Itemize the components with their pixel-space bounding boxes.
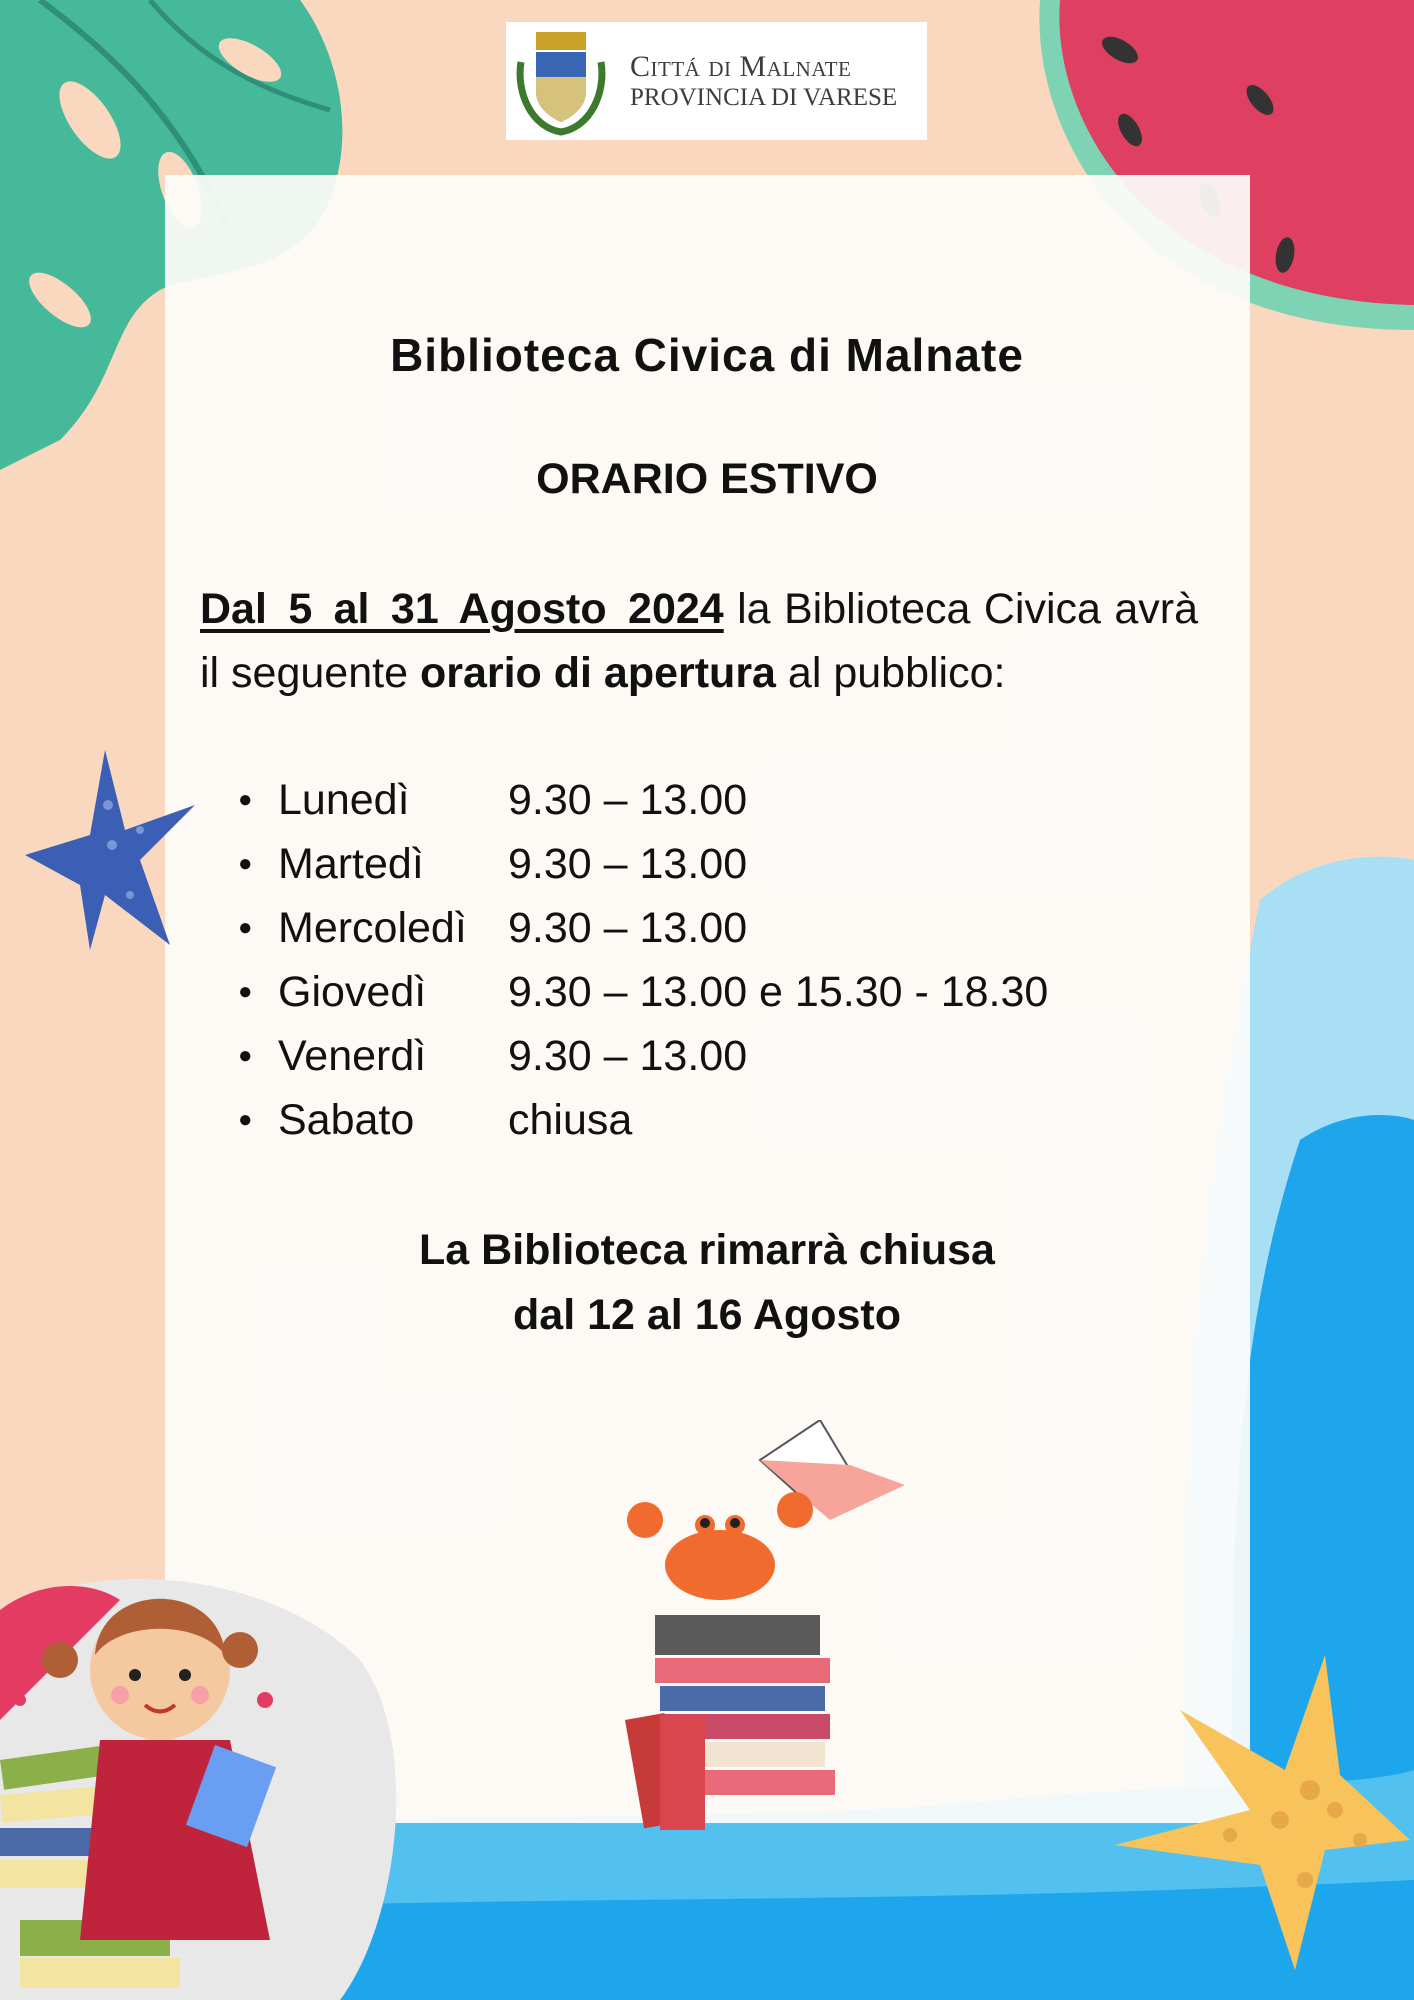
day-label: Sabato [278,1095,415,1144]
crab-with-books-icon [620,1420,910,1840]
logo-province: PROVINCIA DI VARESE [630,84,898,111]
list-item [238,768,1048,832]
list-item [238,960,1048,1024]
municipality-logo [506,22,927,140]
time-value: 9.30 – 13.00 e 15.30 - 18.30 [508,967,1049,1016]
time-value: 9.30 – 13.00 [508,1031,748,1080]
time-value: 9.30 – 13.00 [508,839,748,888]
bullet-icon: ● [238,914,253,941]
crest-icon [506,22,616,140]
opening-hours-list [238,768,1048,1152]
girl-reading-icon [0,1560,400,2000]
time-value: 9.30 – 13.00 [508,903,748,952]
list-item [238,896,1048,960]
time-value: 9.30 – 13.00 [508,775,748,824]
day-label: Mercoledì [278,903,467,952]
closing-line-1: La Biblioteca rimarrà chiusa [419,1226,995,1274]
list-item [238,832,1048,896]
intro-emphasis: orario di apertura [419,649,776,697]
bullet-icon: ● [238,1042,253,1069]
bullet-icon: ● [238,978,253,1005]
intro-text-1: la Biblioteca Civica avrà il seguente [200,585,1198,697]
time-value: chiusa [508,1095,633,1144]
logo-city-name: Cittá di Malnate [630,50,852,83]
day-label: Giovedì [278,967,427,1016]
page-title: Biblioteca Civica di Malnate [390,329,1024,381]
blue-starfish-icon [20,745,200,955]
intro-paragraph [200,577,1198,705]
list-item [238,1088,1048,1152]
day-label: Venerdì [278,1031,427,1080]
yellow-starfish-icon [1110,1650,1414,1980]
bullet-icon: ● [238,1106,253,1133]
bullet-icon: ● [238,786,253,813]
intro-text-2: al pubblico: [775,649,1006,697]
bullet-icon: ● [238,850,253,877]
date-range: Dal 5 al 31 Agosto 2024 [200,585,724,633]
day-label: Lunedì [278,775,410,824]
closing-notice [0,1218,1414,1348]
list-item [238,1024,1048,1088]
day-label: Martedì [278,839,424,888]
closing-line-2: dal 12 al 16 Agosto [513,1291,901,1339]
page-subtitle: ORARIO ESTIVO [536,455,878,503]
